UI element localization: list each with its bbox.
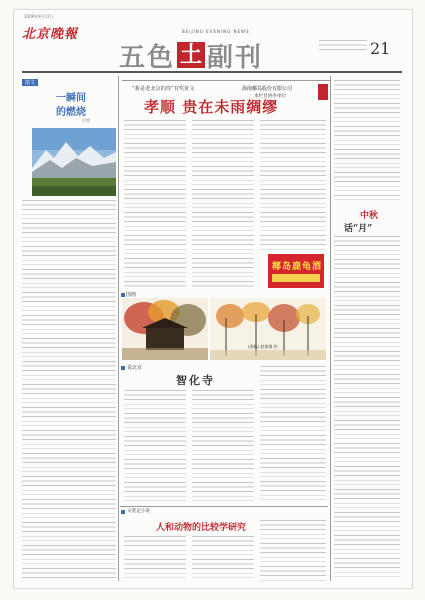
- lead-title: 孝顺 贵在未雨绸缪: [144, 98, 279, 116]
- liquor-ad: [268, 254, 324, 288]
- prose-author: 白雪: [82, 118, 90, 123]
- page-title-right: 副刊: [207, 42, 264, 73]
- bottom-text-col-3: [260, 520, 326, 582]
- lead-text-col-1: [124, 120, 186, 288]
- prose-title-line1: 一瞬间: [56, 93, 86, 104]
- lower-text-col-1: [124, 390, 186, 502]
- prose-title-line2: 的燃烧: [56, 107, 86, 118]
- left-column: [22, 76, 116, 581]
- lead-text-col-2: [192, 120, 254, 288]
- lower-section-label: 说北京: [127, 365, 143, 371]
- page-title-left: 五色: [119, 42, 176, 73]
- bottom-section-label: 文笔走小说: [127, 509, 150, 514]
- lower-label-dot: [121, 366, 125, 370]
- bottom-text-col-2: [192, 536, 254, 582]
- painting-label-dot: [121, 293, 125, 297]
- paper-name: 北京晚報: [22, 27, 79, 42]
- bottom-text-col-1: [124, 536, 186, 582]
- painting-caption: (金秋) 赵家熔 作: [248, 344, 278, 349]
- lead-kicker: “我是老北京的你”有奖征文: [132, 86, 195, 92]
- painting-right: [210, 298, 326, 360]
- col-rule-2: [330, 76, 331, 581]
- lower-title: 智化寺: [176, 374, 215, 387]
- page-title: [119, 40, 264, 73]
- lead-text-col-3: [260, 120, 326, 250]
- bottom-title: 人和动物的比较学研究: [156, 523, 247, 533]
- masthead-rule: [22, 71, 402, 73]
- page-title-mid: 土: [177, 42, 205, 68]
- ad-band: [272, 274, 320, 282]
- bottom-label-dot: [121, 510, 125, 514]
- right-text-bottom: [334, 236, 400, 581]
- right-heading-line2: 话“月”: [344, 224, 373, 234]
- lead-rule: [122, 80, 330, 81]
- lower-text-col-3: [260, 366, 326, 502]
- company-line: 海南椰岛股份有限公司: [242, 86, 293, 92]
- mountain-photo: [32, 128, 116, 196]
- company-sub: 本栏目协办单位: [254, 94, 287, 99]
- page-number: 21: [370, 39, 391, 58]
- bottom-rule: [120, 506, 328, 507]
- masthead-info: [319, 40, 367, 58]
- english-subtitle: BEIJING EVENING NEWS: [182, 29, 250, 34]
- company-logo: [318, 84, 328, 100]
- section-label-prose: 散文: [22, 79, 38, 86]
- right-text-top: [334, 80, 400, 200]
- lower-text-col-2: [192, 390, 254, 502]
- col-rule-1: [118, 76, 119, 581]
- right-heading-line1: 中秋: [360, 211, 379, 221]
- date-line: 2009年9月17日: [24, 14, 54, 19]
- ad-text: 椰岛鹿龟酒: [272, 262, 323, 272]
- left-article-text: [22, 200, 116, 580]
- painting-left: [122, 298, 208, 360]
- newspaper-page: [13, 9, 413, 589]
- painting-label: 国画: [126, 292, 137, 298]
